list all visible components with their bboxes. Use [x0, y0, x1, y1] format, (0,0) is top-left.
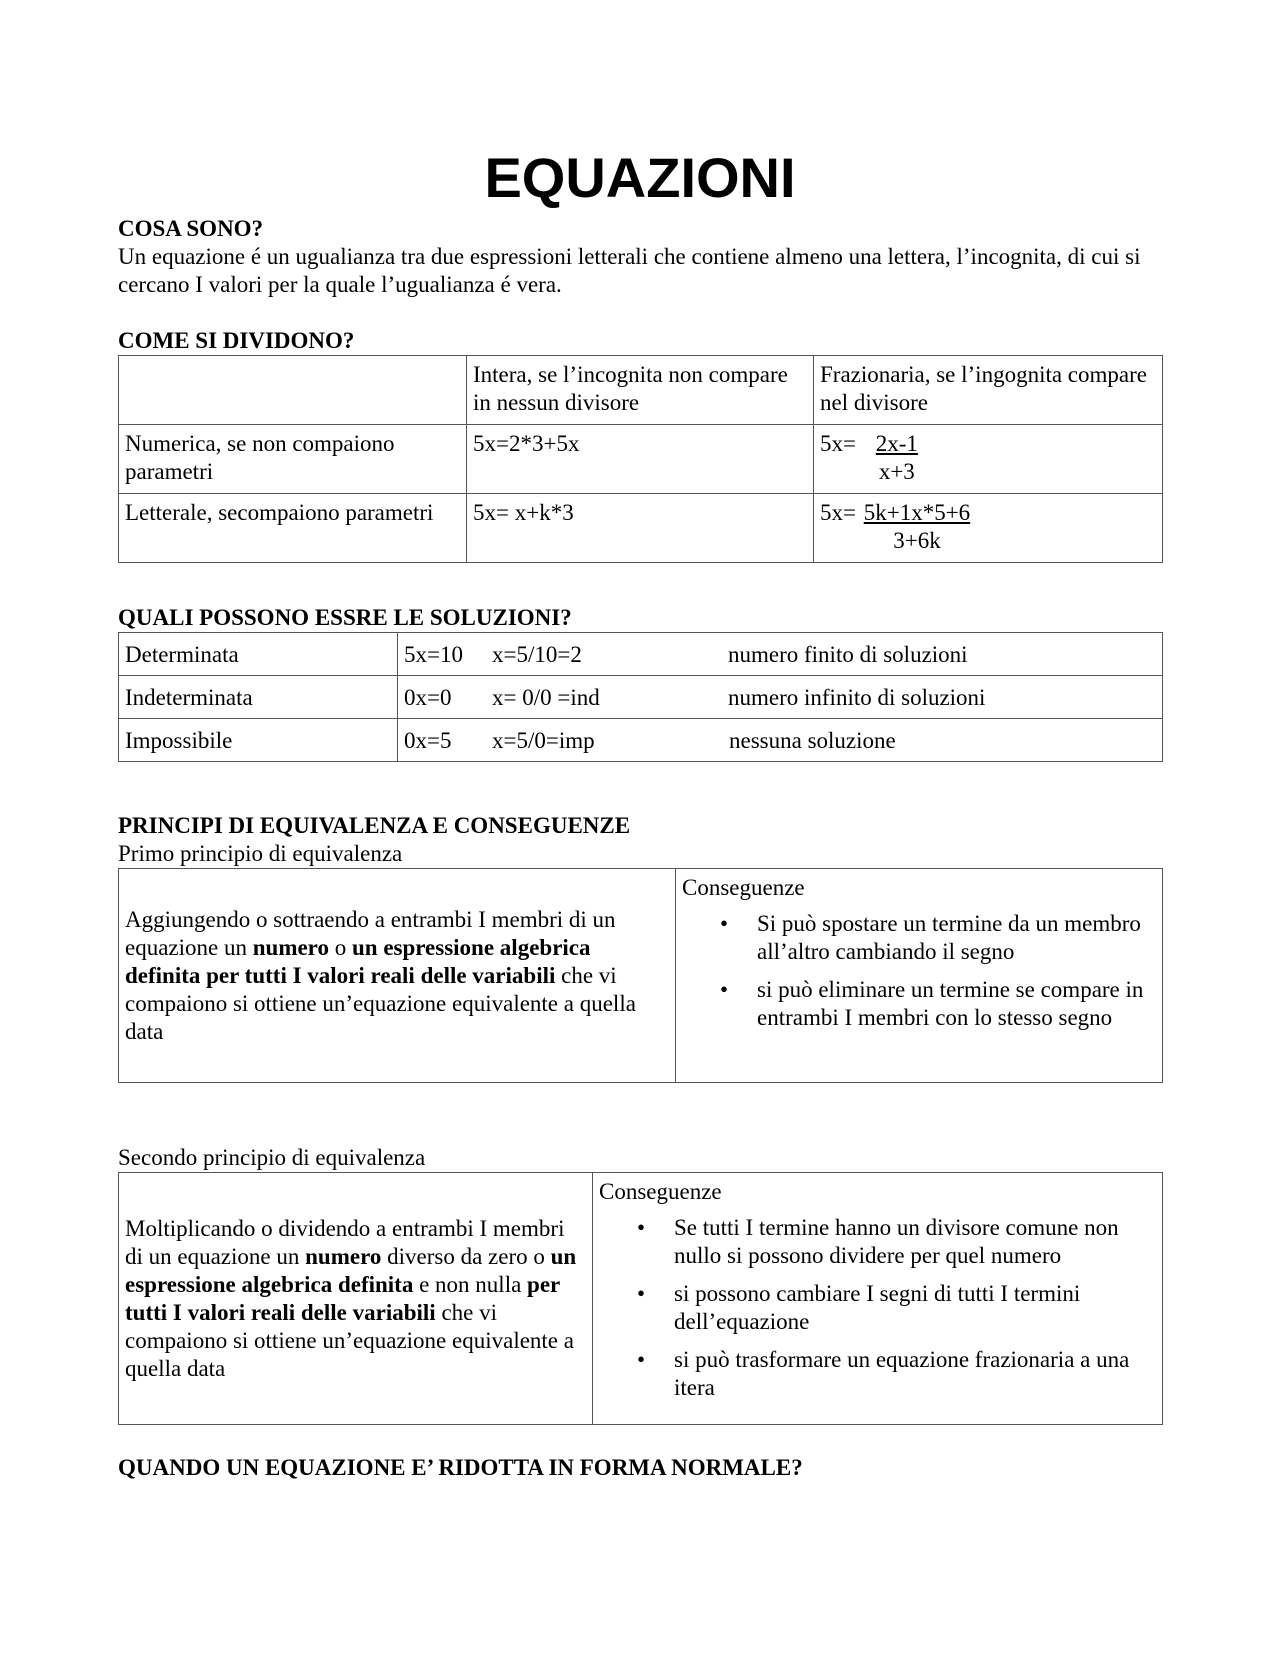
fraction-prefix: 5x=	[820, 431, 856, 456]
statement-bold: numero	[305, 1244, 382, 1269]
table-cell-empty	[119, 356, 467, 425]
heading-soluzioni: QUALI POSSONO ESSRE LE SOLUZIONI?	[118, 605, 572, 630]
example-intera-letterale: 5x= x+k*3	[467, 494, 814, 563]
row-label-letterale: Letterale, secompaiono parametri	[119, 494, 467, 563]
example-frazionaria-numerica	[814, 425, 1163, 494]
table-row	[119, 1173, 1163, 1425]
list-item: • si può eliminare un termine se compare in entrambi I membri con lo stesso segno	[757, 976, 1156, 1032]
table-header-row	[119, 356, 1163, 425]
fraction-denominator: x+3	[878, 459, 915, 484]
section-principi	[118, 812, 1162, 1083]
secondo-principio-table	[118, 1172, 1163, 1425]
definition-text: Un equazione é un ugualianza tra due espressioni letterali che contiene almeno una lettera, l’incognita, di cui si cercano I valori per la quale l’ugualianza é vera.	[118, 244, 1141, 297]
header-intera: Intera, se l’incognita non compare in nessun divisore	[467, 356, 814, 425]
secondo-principio-label: Secondo principio di equivalenza	[118, 1145, 426, 1170]
fraction	[864, 499, 970, 555]
solution-description: nessuna soluzione	[729, 728, 896, 753]
list-item: • si possono cambiare I segni di tutti I termini dell’equazione	[674, 1280, 1156, 1336]
section-soluzioni	[118, 604, 1162, 762]
solution-result: x= 0/0 =ind	[492, 685, 600, 710]
list-item: • si può trasformare un equazione frazionaria a una itera	[674, 1346, 1156, 1402]
statement-bold: numero	[252, 935, 329, 960]
conseguenze-list	[599, 1214, 1156, 1402]
fraction-denominator: 3+6k	[893, 528, 941, 553]
primo-principio-label: Primo principio di equivalenza	[118, 841, 403, 866]
classification-table	[118, 355, 1163, 563]
heading-come-si-dividono: COME SI DIVIDONO?	[118, 328, 355, 353]
table-row	[119, 633, 1163, 676]
secondo-principio-statement	[119, 1173, 593, 1425]
section-forma-normale	[118, 1454, 1162, 1482]
statement-bold: un espressione algebrica definita per tutti I valori reali delle variabili	[125, 935, 591, 988]
statement-bold: per tutti I valori reali delle variabili	[125, 1272, 560, 1325]
table-row	[119, 676, 1163, 719]
statement-text: e non nulla	[413, 1272, 528, 1297]
solutions-table	[118, 632, 1163, 762]
solution-example	[398, 719, 1163, 762]
heading-principi: PRINCIPI DI EQUIVALENZA E CONSEGUENZE	[118, 813, 631, 838]
solution-result: x=5/0=imp	[492, 728, 595, 753]
table-row	[119, 494, 1163, 563]
secondo-principio-conseguenze	[593, 1173, 1163, 1425]
section-secondo-principio	[118, 1144, 1162, 1425]
fraction-prefix: 5x=	[820, 500, 856, 525]
heading-cosa-sono: COSA SONO?	[118, 216, 264, 241]
statement-bold: un espressione algebrica definita	[125, 1244, 577, 1297]
primo-principio-conseguenze	[676, 869, 1163, 1083]
table-row	[119, 869, 1163, 1083]
solution-equation: 0x=5	[404, 728, 452, 753]
list-item: • Si può spostare un termine da un membro all’altro cambiando il segno	[757, 910, 1156, 966]
page-title: EQUAZIONI	[484, 146, 796, 209]
list-item: • Se tutti I termine hanno un divisore comune non nullo si possono dividere per quel numero	[674, 1214, 1156, 1270]
heading-forma-normale: QUANDO UN EQUAZIONE E’ RIDOTTA IN FORMA NORMALE?	[118, 1455, 803, 1480]
solution-type: Indeterminata	[119, 676, 398, 719]
section-come-si-dividono	[118, 327, 1162, 563]
primo-principio-table	[118, 868, 1163, 1083]
table-row	[119, 425, 1163, 494]
solution-description: numero finito di soluzioni	[728, 642, 968, 667]
solution-equation: 5x=10	[404, 642, 463, 667]
solution-type: Impossibile	[119, 719, 398, 762]
fraction-numerator: 2x-1	[875, 431, 918, 456]
statement-text: che vi compaiono si ottiene un’equazione equivalente a quella data	[125, 1300, 574, 1381]
solution-example	[398, 633, 1163, 676]
solution-description: numero infinito di soluzioni	[728, 685, 986, 710]
row-label-numerica: Numerica, se non compaiono parametri	[119, 425, 467, 494]
solution-result: x=5/10=2	[492, 642, 582, 667]
statement-text: diverso da zero o	[381, 1244, 551, 1269]
statement-text: che vi compaiono si ottiene un’equazione equivalente a quella data	[125, 963, 636, 1044]
statement-text: o	[328, 935, 352, 960]
example-frazionaria-letterale	[814, 494, 1163, 563]
statement-text: Aggiungendo o sottraendo a entrambi I membri di un equazione un	[125, 907, 616, 960]
fraction-numerator: 5k+1x*5+6	[863, 500, 971, 525]
example-intera-numerica: 5x=2*3+5x	[467, 425, 814, 494]
table-row	[119, 719, 1163, 762]
conseguenze-title: Conseguenze	[682, 875, 805, 900]
conseguenze-list	[682, 910, 1156, 1032]
statement-text: Moltiplicando o dividendo a entrambi I membri di un equazione un	[125, 1216, 565, 1269]
conseguenze-title: Conseguenze	[599, 1179, 722, 1204]
primo-principio-statement	[119, 869, 676, 1083]
section-cosa-sono	[118, 215, 1162, 299]
fraction	[876, 430, 918, 486]
header-frazionaria: Frazionaria, se l’ingognita compare nel divisore	[814, 356, 1163, 425]
solution-equation: 0x=0	[404, 685, 452, 710]
solution-example	[398, 676, 1163, 719]
solution-type: Determinata	[119, 633, 398, 676]
